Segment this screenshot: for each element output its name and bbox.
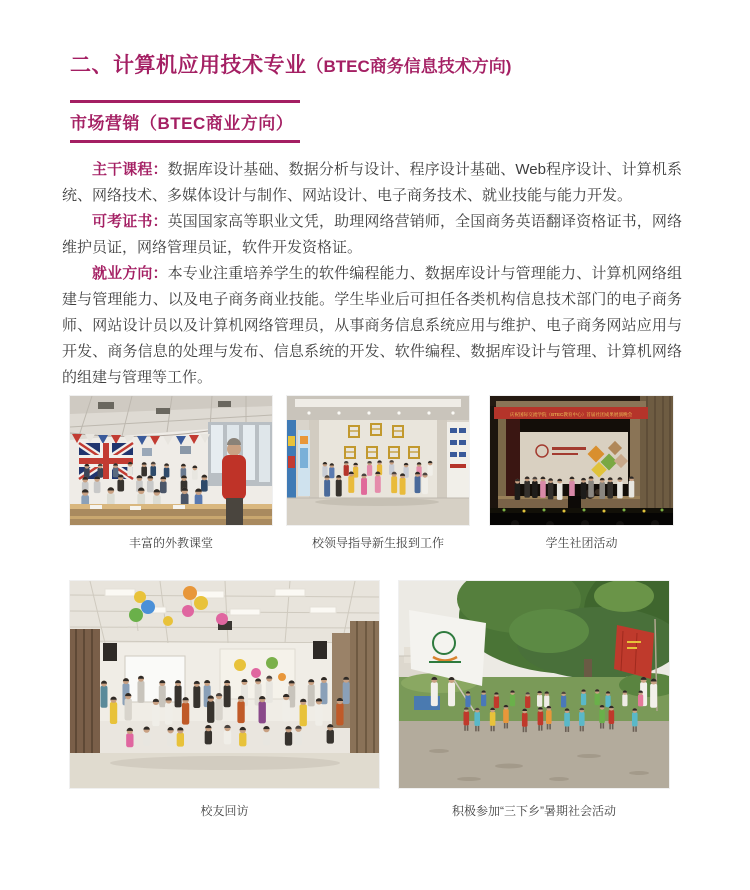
- paragraph-content: 数据库设计基础、数据分析与设计、程序设计基础、Web程序设计、计算机系统、网络技术、多媒体设计与制作、网站设计、电子商务技术、就业技能与能力开发。: [62, 161, 682, 204]
- photo-outdoor-activity: [399, 581, 669, 788]
- photo-illustration: [399, 581, 669, 788]
- section-header: [70, 100, 300, 143]
- paragraph-certificates: [62, 209, 682, 261]
- photo-caption: 积极参加“三下乡”暑期社会活动: [452, 804, 616, 818]
- page-title-sub: （BTEC商务信息技术方向): [306, 57, 512, 76]
- photo-caption: 校领导指导新生报到工作: [311, 536, 444, 550]
- paragraph-main-courses: [62, 157, 682, 209]
- photo-alumni-group: [70, 581, 379, 788]
- page-title: [70, 49, 511, 79]
- page-title-main: 二、计算机应用技术专业: [70, 54, 307, 77]
- photo-lobby-group: [287, 396, 469, 525]
- photo-illustration: [70, 581, 379, 788]
- photo-illustration: [490, 396, 673, 525]
- paragraph-careers: [62, 261, 682, 391]
- paragraph-label: 可考证书：: [92, 213, 168, 230]
- body-text: [62, 157, 682, 391]
- paragraph-label: 主干课程：: [92, 161, 168, 178]
- paragraph-label: 就业方向：: [92, 265, 168, 282]
- photo-illustration: [70, 396, 272, 525]
- photo-stage-performance: [490, 396, 673, 525]
- photo-illustration: [287, 396, 469, 525]
- photo-caption: 校友回访: [200, 804, 249, 818]
- photo-foreign-teacher-classroom: [70, 396, 272, 525]
- paragraph-content: 本专业注重培养学生的软件编程能力、数据库设计与管理能力、计算机网络组建与管理能力、以及电子商务商业技能。学生毕业后可担任各类机构信息技术部门的电子商务师、网站设计员以及计算机网络管理员，从事商务信息系统应用与维护、电子商务网站应用与开发、商务信息的处理与发布、信息系统的开发、软件编程、数据库设计与管理、计算机网络的组建与管理等工作。: [62, 265, 682, 386]
- section-rule-top: [70, 100, 300, 103]
- paragraph-content: 英国国家高等职业文凭，助理网络营销师，全国商务英语翻译资格证书，网络维护员证，网络管理员证，软件开发资格证。: [62, 213, 682, 256]
- stage-banner-text: 庆祝国际交流学院（BTEC教育中心）首届社团成果展演晚会: [509, 412, 633, 417]
- photo-caption: 丰富的外教课堂: [128, 536, 213, 550]
- section-rule-bottom: [70, 140, 300, 143]
- section-title: 市场营销（BTEC商业方向）: [70, 114, 294, 133]
- photo-caption: 学生社团活动: [545, 536, 618, 550]
